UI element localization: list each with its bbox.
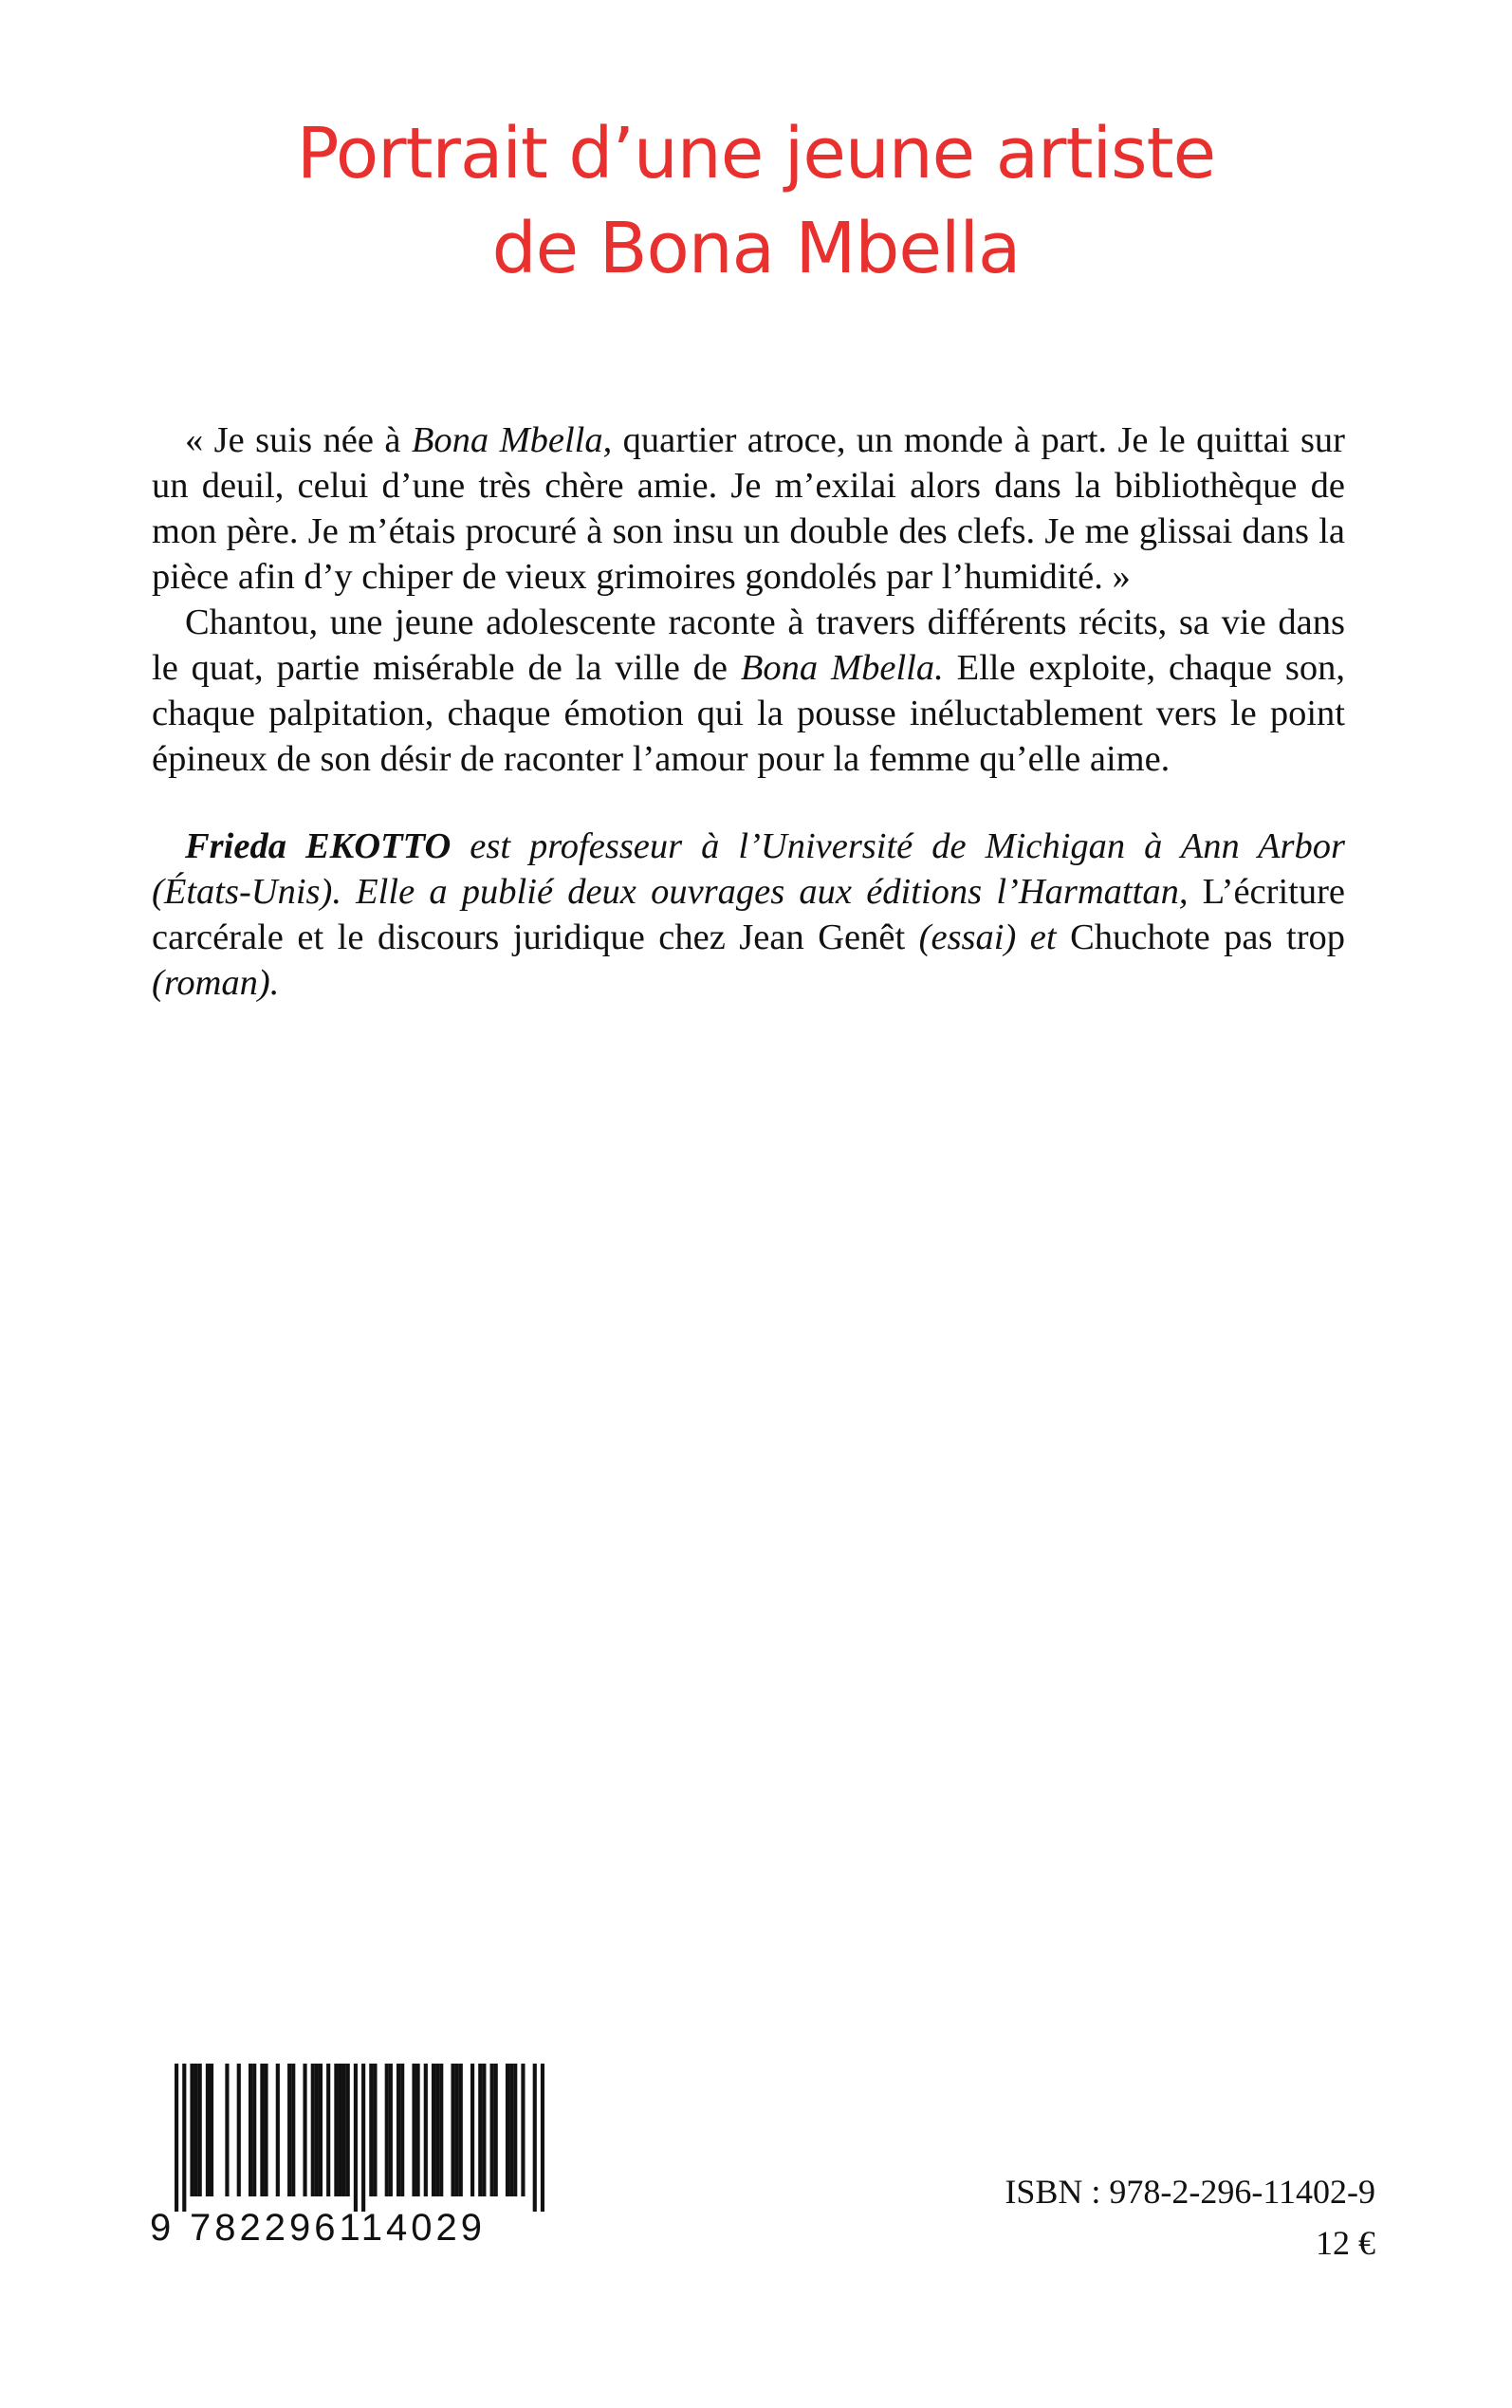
barcode-bar	[225, 2064, 229, 2196]
back-cover-blurb	[152, 417, 1345, 1006]
barcode-bar	[439, 2064, 443, 2196]
author-bio-paragraph	[152, 824, 1345, 1006]
barcode-bar	[521, 2064, 525, 2196]
barcode-bars	[175, 2064, 544, 2212]
barcode-bar	[396, 2064, 400, 2196]
barcode-bar	[400, 2064, 404, 2196]
barcode-bar	[373, 2064, 377, 2196]
summary-paragraph	[152, 600, 1345, 782]
barcode-bar	[342, 2064, 346, 2196]
barcode-bar	[451, 2064, 454, 2196]
barcode-bar	[435, 2064, 439, 2196]
quote-place-name: Bona Mbella,	[411, 420, 613, 460]
barcode-bar	[494, 2064, 498, 2196]
summary-place-name: Bona Mbella.	[740, 648, 944, 688]
quote-text-start: « Je suis née à	[185, 420, 412, 460]
barcode-bar	[315, 2064, 319, 2196]
barcode-bar	[210, 2064, 213, 2196]
barcode-bar	[385, 2064, 389, 2196]
price-label: 12 €	[1316, 2224, 1375, 2262]
barcode-bar	[346, 2064, 350, 2196]
quote-paragraph	[152, 417, 1345, 600]
barcode-bar	[311, 2064, 315, 2196]
barcode-bar	[198, 2064, 202, 2196]
author-name: Frieda EKOTTO	[185, 826, 452, 866]
book-title	[0, 106, 1512, 296]
barcode-bar	[291, 2064, 295, 2196]
barcode-bar	[287, 2064, 291, 2196]
barcode-bar	[369, 2064, 373, 2196]
barcode-bar	[260, 2064, 264, 2196]
barcode-guard-bar	[354, 2064, 358, 2212]
summary-text-rest: Elle exploite, chaque son, chaque palpitation, chaque émotion qui la pousse inéluctablement vers le point épineux de son désir de raconter l’amour pour la femme qu’elle aime.	[152, 648, 1345, 779]
barcode-bar	[509, 2064, 513, 2196]
barcode-bar	[389, 2064, 393, 2196]
book-title-line-2: de Bona Mbella	[491, 208, 1021, 289]
barcode-bar	[455, 2064, 459, 2196]
summary-text-start: Chantou, une jeune adolescente raconte à travers différents récits, sa vie dans le quat, partie misérable de la ville de	[152, 602, 1345, 688]
barcode-bar	[264, 2064, 267, 2196]
barcode-bar	[319, 2064, 323, 2196]
barcode-bar	[326, 2064, 330, 2196]
book-genre-roman: (roman).	[152, 963, 280, 1003]
barcode-bar	[190, 2064, 194, 2196]
barcode-bar	[276, 2064, 280, 2196]
barcode-bar	[459, 2064, 463, 2196]
barcode-bar	[303, 2064, 306, 2196]
isbn-number: ISBN : 978-2-296-11402-9	[1005, 2173, 1375, 2211]
barcode-bar	[206, 2064, 210, 2196]
barcode-guard-bar	[182, 2064, 186, 2212]
book-genre-essai: (essai) et	[905, 917, 1071, 957]
barcode-bar	[338, 2064, 341, 2196]
barcode-bar	[412, 2064, 415, 2196]
barcode-bar	[432, 2064, 435, 2196]
barcode-bar	[506, 2064, 509, 2196]
book-title-roman: Chuchote pas trop	[1070, 917, 1346, 957]
barcode-bar	[334, 2064, 338, 2196]
barcode-bar	[237, 2064, 241, 2196]
barcode-guard-bar	[175, 2064, 178, 2212]
book-title-line-1: Portrait d’une jeune artiste	[296, 113, 1216, 194]
barcode-bar	[194, 2064, 198, 2196]
barcode-bar	[424, 2064, 428, 2196]
barcode-bar	[482, 2064, 486, 2196]
author-bio-text: est professeur à l’Université de Michigan à Ann Arbor (États-Unis). Elle a publié deux ouvrages aux éditions l’Harmattan,	[152, 826, 1345, 912]
barcode-digit-string: 782296114029	[190, 2207, 486, 2249]
barcode-guard-bar	[533, 2064, 537, 2212]
barcode-bar	[513, 2064, 517, 2196]
barcode-bar	[249, 2064, 252, 2196]
barcode-bar	[490, 2064, 494, 2196]
barcode-bar	[478, 2064, 482, 2196]
barcode-digits	[150, 2204, 548, 2251]
barcode-guard-bar	[541, 2064, 544, 2212]
quote-text-rest: quartier atroce, un monde à part. Je le quittai sur un deuil, celui d’une très chère amie. Je m’exilai alors dans la bibliothèque de mon père. Je m’étais procuré à son insu un double des clefs. Je me glissai dans la pièce afin d’y chiper de vieux grimoires gondolés par l’humidité. »	[152, 420, 1345, 597]
barcode-bar	[416, 2064, 420, 2196]
barcode-bar	[470, 2064, 474, 2196]
barcode-first-digit: 9	[150, 2207, 172, 2249]
ean-barcode	[150, 2064, 548, 2253]
book-title-essai: L’écriture carcérale et le discours juridique chez Jean Genêt	[152, 872, 1345, 957]
barcode-guard-bar	[361, 2064, 365, 2212]
barcode-bar	[252, 2064, 256, 2196]
